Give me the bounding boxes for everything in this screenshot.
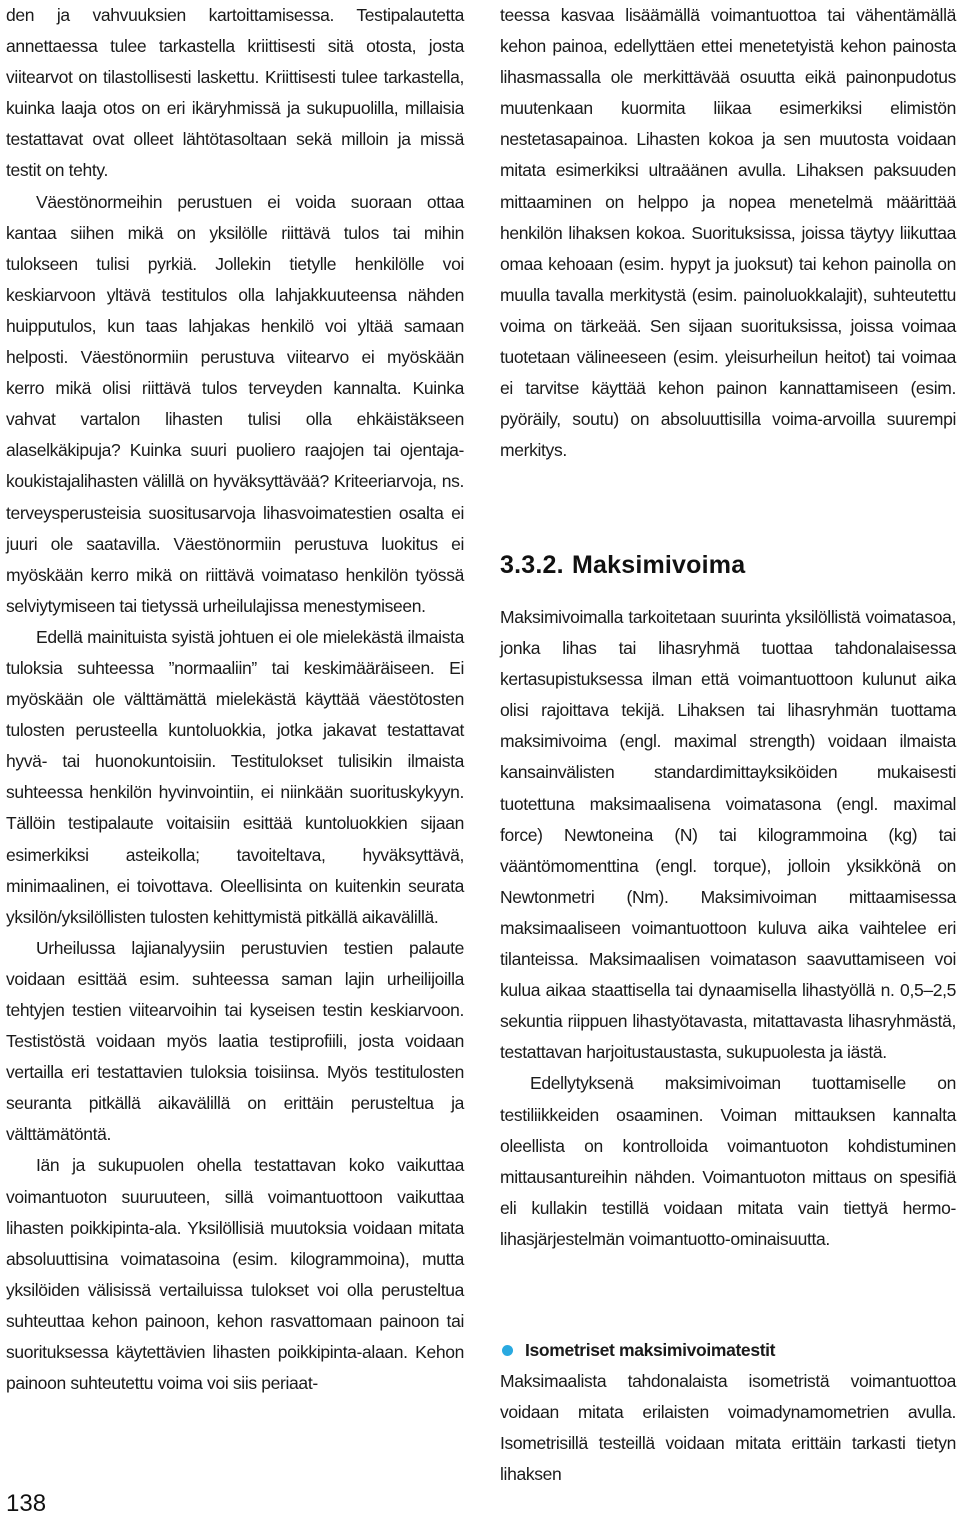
paragraph: Maksimivoimalla tarkoitetaan suurinta yksilöllistä voimatasoa, jonka lihas tai lihasryhmä tuottaa tahdonalaisessa kertasupistuksessa ilman että voimantuottoon kulunut aika olisi rajoittava tekijä. Lihaksen tai lihasryhmän tuottama maksimivoima (engl. maximal strength) voidaan ilmaista kansainvälisten standardimittayksiköiden mukaisesti tuotettuna maksimaalisena voimatasona (engl. maximal force) Newtoneina (N) tai kilogrammoina (kg) tai vääntömomenttina (engl. torque), jolloin yksikkönä on Newtonmetri (Nm). Maksimivoiman mittaamisessa maksimaaliseen voimantuottoon kuluva aika vaihtelee eri tilanteissa. Maksimaalisen voimatason saavuttamiseen voi kulua aikaa staattisella tai dynaamisella lihastyöllä n. 0,5–2,5 sekuntia riippuen lihastyötavasta, mitattavasta lihasryhmästä, testattavan harjoitustaustasta, sukupuolesta ja iästä. [500, 607, 956, 1063]
right-column-lower [500, 602, 956, 1255]
bullet-text: Maksimaalista tahdonalaista isometristä voimantuottoa voidaan mitata erilaisten voimadynamometrien avulla. Isometrisillä testeillä voidaan mitata erittäin tarkasti tietyn lihaksen [500, 1371, 956, 1485]
bullet-dot-icon [502, 1345, 513, 1356]
page-number: 138 [6, 1490, 47, 1517]
paragraph: Iän ja sukupuolen ohella testattavan koko vaikuttaa voimantuoton suuruuteen, sillä voimantuottoon vaikuttaa lihasten poikkipinta-ala. Yksilöllisiä muutoksia voidaan mitata absoluuttisina voimatasoina (esim. kilogrammoina), mutta yksilöiden välisissä vertailuissa tulokset voi olla perusteltua suhteuttaa kehon painoon, kehon rasvattomaan painoon tai suorituksessa käytettävien lihasten poikkipinta-alaan. Kehon painoon suhteutettu voima voi siis periaat- [6, 1155, 464, 1394]
paragraph: den ja vahvuuksien kartoittamisessa. Testipalautetta annettaessa tulee tarkastella kriittisesti sitä otosta, josta viitearvot on tilastollisesti laskettu. Kriittisesti tulee tarkastella, kuinka laaja otos on eri ikäryhmissä ja sukupuolilla, millaisia testattavat ovat olleet lähtötasoltaan sekä milloin ja missä testit on tehty. [6, 5, 464, 181]
bullet-section [500, 1335, 956, 1490]
bullet-title: Isometriset maksimivoimatestit [525, 1340, 776, 1360]
paragraph: Edellytyksenä maksimivoiman tuottamiselle on testiliikkeiden osaaminen. Voiman mittauksen kannalta oleellista on kontrolloida voimantuoton kohdistuminen mittausantureihin nähden. Voimantuoton mittaus on spesifiä eli kullakin testillä voidaan mitata vain tiettyä hermo-lihasjärjestelmän voimantuotto-ominaisuutta. [500, 1073, 956, 1249]
section-heading [500, 551, 745, 580]
section-number: 3.3.2. [500, 551, 564, 579]
paragraph: teessa kasvaa lisäämällä voimantuottoa tai vähentämällä kehon painoa, edellyttäen ettei menetetyistä kehon painosta lihasmassalla ole merkittävää osuutta eikä painonpudotus muutenkaan kuormita liikaa esimerkiksi elimistön nestetasapainoa. Lihasten kokoa ja sen muutosta voidaan mitata esimerkiksi ultraäänen avulla. Lihaksen paksuuden mittaaminen on helppo ja nopea menetelmä määrittää henkilön lihaksen kokoa. Suorituksissa, joissa täytyy liikuttaa omaa kehoaan (esim. hypyt ja juoksut) tai kehon painolla on muulla tavalla merkitystä (esim. painoluokkalajit), suhteutettu voima on tärkeää. Sen sijaan suorituksissa, joissa voimaa tuotetaan välineeseen (esim. yleisurheilun heitot) tai voimaa ei tarvitse käyttää kehon painon kannattamiseen (esim. pyöräily, soutu) on absoluuttisilla voima-arvoilla suurempi merkitys. [500, 5, 956, 461]
paragraph: Urheilussa lajianalyysiin perustuvien testien palaute voidaan esittää esim. suhteessa saman lajin urheilijoilla tehtyjen testien viitearvoihin tai kyseisen testin keskiarvoon. Testistöstä voidaan myös laatia testiprofiili, josta voidaan vertailla eri testattavien tuloksia toisiinsa. Myös testitulosten seuranta pitkällä aikavälillä on erittäin perusteltua ja välttämätöntä. [6, 937, 464, 1145]
section-title: Maksimivoima [572, 551, 746, 579]
paragraph: Väestönormeihin perustuen ei voida suoraan ottaa kantaa siihen mikä on yksilölle riittävä tulos tai mihin tulokseen tulisi pyrkiä. Jollekin tietylle henkilölle voi keskiarvoon yltävä testitulos olla lahjakkuuteensa nähden huipputulos, kun taas lahjakas henkilö voi yltää samaan helposti. Väestönormiin perustuva viitearvo ei myöskään kerro mikä olisi riittävä tulos terveyden kannalta. Kuinka vahvat vartalon lihasten tulisi olla ehkäistäkseen alaselkäkipuja? Kuinka suuri puoliero raajojen tai ojentaja-koukistajalihasten välillä on hyväksyttävää? Kriteeriarvoja, ns. terveysperusteisia suositusarvoja lihasvoimatestien osalta ei juuri ole saatavilla. Väestönormiin perustuva luokitus ei myöskään kerro mikä on riittävä voimataso henkilön työssä selviytymiseen tai tietyssä urheilulajissa menestymiseen. [6, 191, 464, 616]
paragraph: Edellä mainituista syistä johtuen ei ole mielekästä ilmaista tuloksia suhteessa ”normaaliin” tai keskimääräiseen. Ei myöskään ole välttämättä mielekästä käyttää väestötosten tulosten perusteella kuntoluokkia, jotka jakavat testattavat hyvä- tai huonokuntoisiin. Testitulokset tulisikin ilmaista suhteessa henkilön hyvinvointiin, ei niinkään suorituskykyyn. Tällöin testipalaute voitaisiin esittää kuntoluokkien sijaan esimerkiksi asteikolla; tavoiteltava, hyväksyttävä, minimaalinen, ei toivottava. Oleellisinta on kuitenkin seurata yksilön/yksilöllisten tulosten kehittymistä pitkällä aikavälillä. [6, 626, 464, 927]
left-column [6, 0, 464, 1399]
right-column-top [500, 0, 956, 466]
bullet-heading [500, 1335, 956, 1366]
